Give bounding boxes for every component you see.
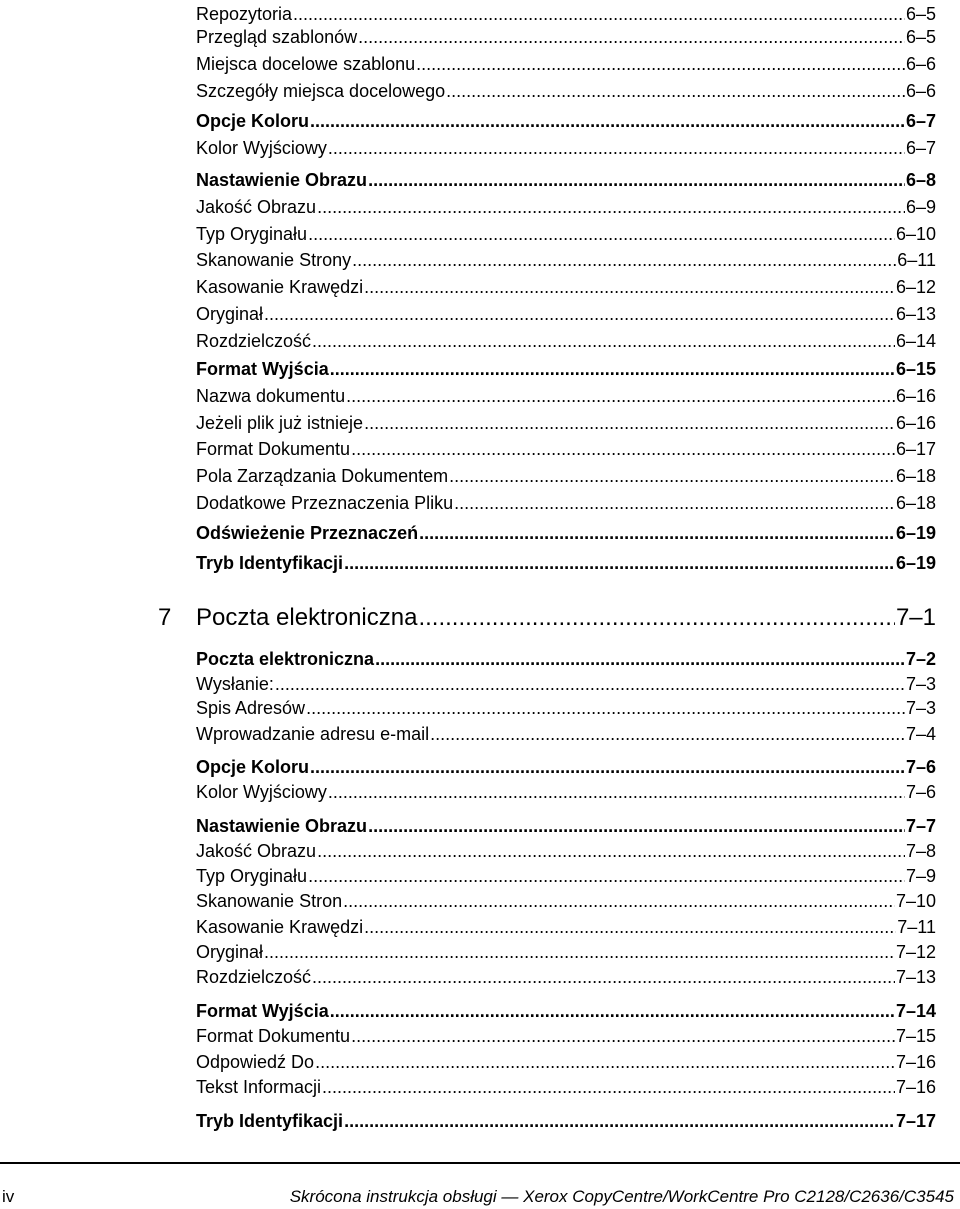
toc-entry-page: 7–14 <box>895 1001 936 1021</box>
dot-leader <box>364 277 895 297</box>
toc-entry-page: 7–4 <box>905 724 936 744</box>
dot-leader <box>264 942 895 962</box>
toc-entry[interactable] <box>196 327 936 351</box>
dot-leader <box>358 27 905 47</box>
dot-leader <box>310 111 905 131</box>
toc-entry[interactable] <box>196 997 936 1021</box>
toc-entry-title: Tryb Identyfikacji <box>196 1111 344 1131</box>
toc-entry[interactable] <box>196 382 936 406</box>
toc-entry[interactable] <box>196 753 936 777</box>
dot-leader <box>308 866 905 886</box>
toc-entry[interactable] <box>196 1073 936 1097</box>
toc-entry-title: Dodatkowe Przeznaczenia Pliku <box>196 493 454 513</box>
toc-entry-title: Odświeżenie Przeznaczeń <box>196 523 419 543</box>
toc-entry-title: Kolor Wyjściowy <box>196 138 327 158</box>
toc-entry[interactable] <box>196 77 936 101</box>
toc-entry[interactable] <box>196 837 936 861</box>
toc-entry-title: Nastawienie Obrazu <box>196 170 368 190</box>
toc-entry-title: Wysłanie: <box>196 674 274 694</box>
dot-leader <box>343 891 895 911</box>
dot-leader <box>275 674 905 694</box>
toc-entry-page: 6–6 <box>905 81 936 101</box>
toc-entry[interactable] <box>196 694 936 718</box>
toc-entry-title: Kolor Wyjściowy <box>196 782 327 802</box>
toc-entry[interactable] <box>196 220 936 244</box>
toc-entry-page: 6–16 <box>895 413 936 433</box>
toc-entry-title: Rozdzielczość <box>196 331 312 351</box>
toc-entry-page: 6–12 <box>895 277 936 297</box>
toc-entry[interactable] <box>196 0 936 24</box>
dot-leader <box>344 1111 895 1131</box>
toc-entry-title: Oryginał <box>196 304 264 324</box>
toc-entry[interactable] <box>196 489 936 513</box>
toc-entry-title: Skanowanie Strony <box>196 250 352 270</box>
toc-entry-title: Wprowadzanie adresu e-mail <box>196 724 430 744</box>
toc-entry-title: Jeżeli plik już istnieje <box>196 413 364 433</box>
dot-leader <box>328 782 905 802</box>
dot-leader <box>293 4 905 24</box>
toc-entry-page: 7–15 <box>895 1026 936 1046</box>
toc-entry-page: 6–19 <box>895 553 936 573</box>
toc-entry-page: 7–3 <box>905 698 936 718</box>
toc-entry-title: Szczegóły miejsca docelowego <box>196 81 446 101</box>
toc-entry[interactable] <box>196 300 936 324</box>
dot-leader <box>344 553 895 573</box>
toc-entry-page: 7–12 <box>895 942 936 962</box>
toc-entry[interactable] <box>196 134 936 158</box>
toc-entry-page: 7–8 <box>905 841 936 861</box>
toc-entry-title: Odpowiedź Do <box>196 1052 315 1072</box>
toc-entry[interactable] <box>196 50 936 74</box>
toc-entry[interactable] <box>196 355 936 379</box>
chapter-title: Poczta elektroniczna <box>196 604 418 631</box>
footer-title: Skrócona instrukcja obsługi — Xerox CopyCentre/WorkCentre Pro C2128/C2636/C3545 <box>289 1187 954 1206</box>
toc-entry-page: 7–9 <box>905 866 936 886</box>
toc-entry-title: Format Wyjścia <box>196 1001 329 1021</box>
toc-entry-page: 6–14 <box>895 331 936 351</box>
dot-leader <box>264 304 895 324</box>
toc-entry[interactable] <box>196 887 936 911</box>
toc-entry-page: 7–7 <box>905 816 936 836</box>
dot-leader <box>416 54 905 74</box>
dot-leader <box>446 81 905 101</box>
toc-entry[interactable] <box>196 246 936 270</box>
toc-entry-title: Tekst Informacji <box>196 1077 322 1097</box>
toc-entry[interactable] <box>196 107 936 131</box>
toc-entry-page: 6–6 <box>905 54 936 74</box>
toc-entry-title: Kasowanie Krawędzi <box>196 917 364 937</box>
chapter-number: 7 <box>158 604 172 631</box>
toc-entry-title: Tryb Identyfikacji <box>196 553 344 573</box>
toc-entry-page: 6–16 <box>895 386 936 406</box>
dot-leader <box>351 1026 895 1046</box>
toc-entry[interactable] <box>196 549 936 573</box>
toc-entry[interactable] <box>196 778 936 802</box>
toc-entry-title: Skanowanie Stron <box>196 891 343 911</box>
dot-leader <box>317 197 905 217</box>
dot-leader <box>328 138 905 158</box>
toc-entry-title: Format Dokumentu <box>196 439 351 459</box>
dot-leader <box>330 1001 895 1021</box>
toc-entry-page: 6–13 <box>895 304 936 324</box>
dot-leader <box>346 386 895 406</box>
dot-leader <box>312 967 895 987</box>
dot-leader <box>315 1052 895 1072</box>
toc-entry-page: 7–3 <box>905 674 936 694</box>
toc-entry-title: Jakość Obrazu <box>196 197 317 217</box>
dot-leader <box>312 331 895 351</box>
dot-leader <box>418 605 895 631</box>
toc-entry[interactable] <box>196 862 936 886</box>
dot-leader <box>430 724 905 744</box>
footer-page-number: iv <box>2 1187 15 1206</box>
toc-entry-title: Typ Oryginału <box>196 866 308 886</box>
toc-entry-page: 6–15 <box>895 359 936 379</box>
toc-entry-title: Miejsca docelowe szablonu <box>196 54 416 74</box>
dot-leader <box>308 224 895 244</box>
toc-entry-title: Spis Adresów <box>196 698 306 718</box>
toc-entry-page: 6–7 <box>905 138 936 158</box>
toc-entry[interactable] <box>196 166 936 190</box>
toc-entry[interactable] <box>196 812 936 836</box>
toc-entry-page: 6–5 <box>905 27 936 47</box>
toc-entry[interactable] <box>196 193 936 217</box>
dot-leader <box>317 841 905 861</box>
dot-leader <box>368 816 905 836</box>
dot-leader <box>449 466 895 486</box>
toc-entry-title: Repozytoria <box>196 4 293 24</box>
dot-leader <box>454 493 895 513</box>
toc-entry[interactable] <box>196 1048 936 1072</box>
dot-leader <box>310 757 905 777</box>
toc-entry-page: 7–13 <box>895 967 936 987</box>
toc-entry-title: Nazwa dokumentu <box>196 386 346 406</box>
dot-leader <box>306 698 905 718</box>
toc-entry-page: 7–10 <box>895 891 936 911</box>
toc-entry-page: 7–11 <box>897 917 936 937</box>
toc-entry-page: 7–6 <box>905 782 936 802</box>
toc-entry-page: 6–17 <box>895 439 936 459</box>
dot-leader <box>322 1077 895 1097</box>
toc-entry-title: Przegląd szablonów <box>196 27 358 47</box>
toc-entry-title: Format Dokumentu <box>196 1026 351 1046</box>
toc-entry-title: Jakość Obrazu <box>196 841 317 861</box>
toc-entry-title: Nastawienie Obrazu <box>196 816 368 836</box>
dot-leader <box>419 523 895 543</box>
toc-entry[interactable] <box>196 938 936 962</box>
toc-entry[interactable] <box>196 670 936 694</box>
toc-entry-page: 6–11 <box>897 250 936 270</box>
toc-entry-title: Format Wyjścia <box>196 359 329 379</box>
toc-entry-page: 6–19 <box>895 523 936 543</box>
toc-entry[interactable] <box>196 409 936 433</box>
toc-entry[interactable] <box>196 913 936 937</box>
toc-entry-page: 7–6 <box>905 757 936 777</box>
toc-entry-page: 7–2 <box>905 649 936 669</box>
toc-entry[interactable] <box>196 435 936 459</box>
dot-leader <box>352 250 896 270</box>
toc-chapter-7[interactable] <box>158 601 936 631</box>
toc-entry-page: 6–8 <box>905 170 936 190</box>
toc-entry-page: 6–7 <box>905 111 936 131</box>
toc-entry-page: 7–17 <box>895 1111 936 1131</box>
toc-entry[interactable] <box>196 519 936 543</box>
toc-entry-page: 6–5 <box>905 4 936 24</box>
toc-entry-page: 6–18 <box>895 493 936 513</box>
toc-entry-title: Poczta elektroniczna <box>196 649 375 669</box>
toc-entry[interactable] <box>196 462 936 486</box>
toc-entry-title: Pola Zarządzania Dokumentem <box>196 466 449 486</box>
toc-entry-title: Typ Oryginału <box>196 224 308 244</box>
dot-leader <box>364 917 896 937</box>
chapter-page: 7–1 <box>895 604 936 631</box>
toc-entry-title: Oryginał <box>196 942 264 962</box>
dot-leader <box>364 413 895 433</box>
dot-leader <box>330 359 895 379</box>
toc-entry-page: 6–10 <box>895 224 936 244</box>
toc-entry-page: 7–16 <box>895 1052 936 1072</box>
toc-entry-page: 6–18 <box>895 466 936 486</box>
toc-entry-title: Opcje Koloru <box>196 111 310 131</box>
toc-entry[interactable] <box>196 720 936 744</box>
toc-entry-page: 6–9 <box>905 197 936 217</box>
toc-entry-title: Kasowanie Krawędzi <box>196 277 364 297</box>
toc-entry[interactable] <box>196 1022 936 1046</box>
dot-leader <box>375 649 905 669</box>
footer-divider <box>0 1162 960 1164</box>
toc-entry[interactable] <box>196 273 936 297</box>
toc-entry-title: Opcje Koloru <box>196 757 310 777</box>
toc-entry[interactable] <box>196 1107 936 1131</box>
toc-entry-page: 7–16 <box>895 1077 936 1097</box>
dot-leader <box>351 439 895 459</box>
toc-entry[interactable] <box>196 645 936 669</box>
toc-entry[interactable] <box>196 963 936 987</box>
dot-leader <box>368 170 905 190</box>
toc-entry[interactable] <box>196 23 936 47</box>
toc-entry-title: Rozdzielczość <box>196 967 312 987</box>
